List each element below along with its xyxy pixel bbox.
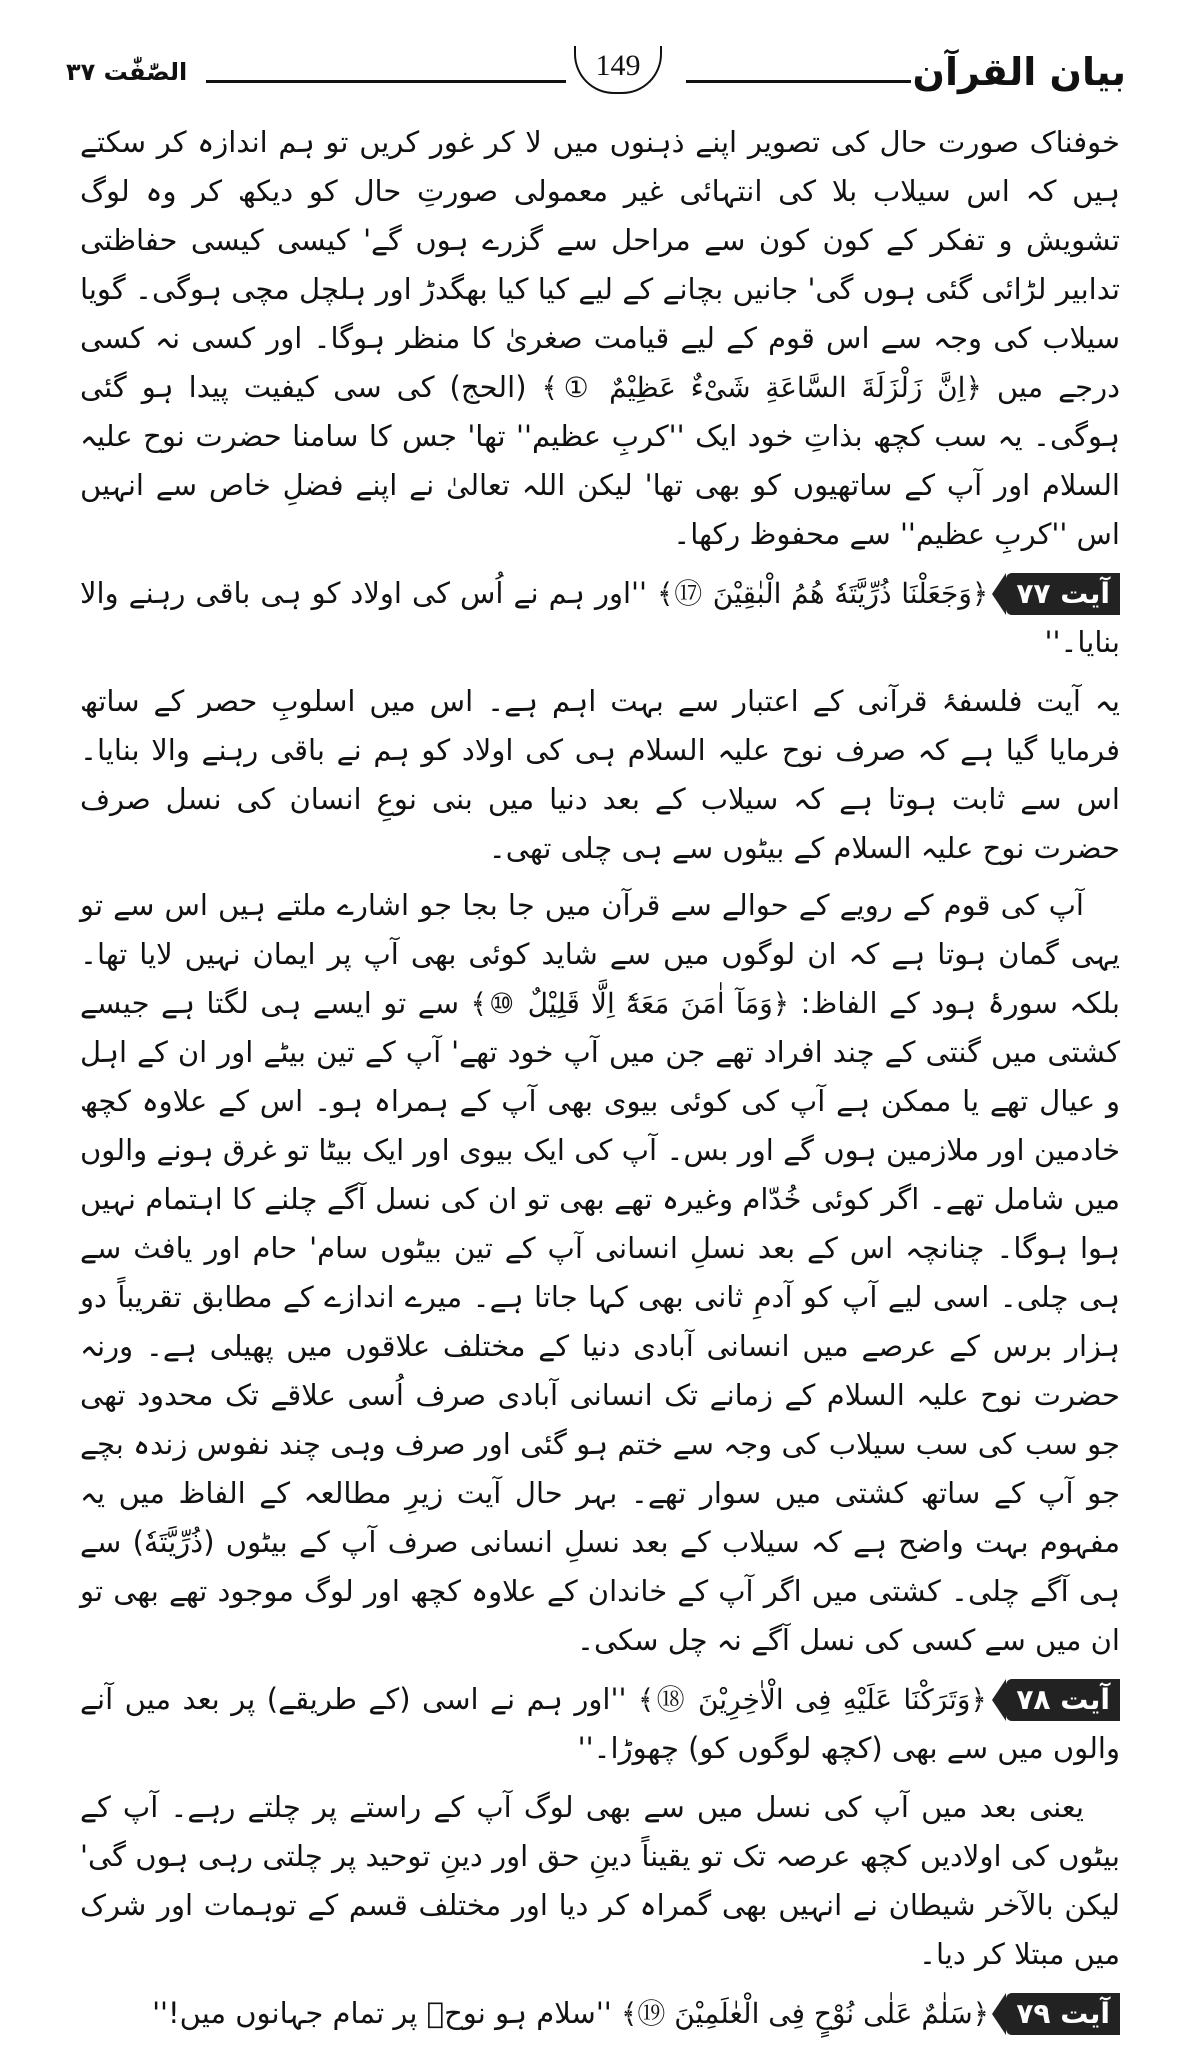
verse-number-tag: آیت ۷۸ — [1006, 1679, 1120, 1721]
surah-label: الصّٰفّٰت ۳۷ — [66, 58, 188, 86]
page-number: 149 — [574, 46, 662, 94]
text-body — [80, 118, 1120, 2048]
paragraph-text: آپ کی قوم کے رویے کے حوالے سے قرآن میں جا بجا جو اشارے ملتے ہیں اس سے تو یہی گمان ہوتا ہے کہ ان لوگوں میں سے شاید کوئی بھی آپ پر ایمان نہیں لایا تھا۔ بلکہ سورۂ ہود کے الفاظ: — [80, 888, 1120, 1020]
paragraph-2 — [80, 677, 1120, 873]
verse-77 — [80, 569, 1120, 667]
verse-arabic: ﴿وَتَرَكْنَا عَلَیْهِ فِی الْاٰخِرِیْنَ ⑱﴾ — [637, 1683, 987, 1716]
quranic-quote: ﴿اِنَّ زَلْزَلَةَ السَّاعَةِ شَیْءٌ عَظِیْمٌ ①﴾ — [541, 371, 982, 404]
paragraph-text: خوفناک صورت حال کی تصویر اپنے ذہنوں میں لا کر غور کریں تو ہم اندازہ کر سکتے ہیں کہ اس سیلاب بلا کی انتہائی غیر معمولی صورتِ حال کو دیکھ کر وہ لوگ تشویش و تفکر کے کون کون سے مراحل سے گزرے ہوں گے' کیسی کیسی حفاظتی تدابیر لڑائی گئی ہوں گی' جانیں بچانے کے لیے کیا کیا بھگدڑ اور ہلچل مچی ہوگی۔ گویا سیلاب کی وجہ سے اس قوم کے لیے قیامت صغریٰ کا منظر ہوگا۔ اور کسی نہ کسی درجے میں — [80, 125, 1121, 404]
verse-arabic: ﴿وَجَعَلْنَا ذُرِّیَّتَهٗ هُمُ الْبٰقِیْنَ ⑰﴾ — [657, 577, 989, 610]
verse-translation: ''اور ہم نے اسی (کے طریقے) پر بعد میں آنے والوں میں سے بھی (کچھ لوگوں کو) چھوڑا۔'' — [80, 1682, 1120, 1765]
verse-number-tag: آیت ۷۹ — [1006, 1993, 1120, 2035]
book-title: بیان القرآن — [912, 50, 1126, 94]
verse-78 — [80, 1675, 1120, 1773]
verse-number-tag: آیت ۷۷ — [1006, 573, 1120, 615]
header-rule-right — [686, 80, 911, 83]
paragraph-4 — [80, 1783, 1120, 1979]
verse-arabic: ﴿سَلٰمٌ عَلٰی نُوْحٍ فِی الْعٰلَمِیْنَ ⑲﴾ — [621, 1997, 990, 2030]
paragraph-text: یعنی بعد میں آپ کی نسل میں سے بھی لوگ آپ کے راستے پر چلتے رہے۔ آپ کے بیٹوں کی اولادیں کچھ عرصہ تک تو یقیناً دینِ حق اور دینِ توحید پر چلتی رہی ہوں گی' لیکن بالآخر شیطان نے انہیں بھی گمراہ کر دیا اور مختلف قسم کے توہمات اور شرک میں مبتلا کر دیا۔ — [80, 1790, 1120, 1971]
paragraph-text: یہ آیت فلسفۂ قرآنی کے اعتبار سے بہت اہم ہے۔ اس میں اسلوبِ حصر کے ساتھ فرمایا گیا ہے کہ صرف نوح علیہ السلام ہی کی اولاد کو ہم نے باقی رہنے والا بنایا۔ اس سے ثابت ہوتا ہے کہ سیلاب کے بعد دنیا میں بنی نوعِ انسان کی نسل صرف حضرت نوح علیہ السلام کے بیٹوں سے ہی چلی تھی۔ — [80, 684, 1120, 865]
page-header — [66, 42, 1126, 112]
paragraph-text: (الحج) کی سی کیفیت پیدا ہو گئی ہوگی۔ یہ سب کچھ بذاتِ خود ایک ''کربِ عظیم'' تھا' جس کا سامنا حضرت نوح علیہ السلام اور آپ کے ساتھیوں کو بھی تھا' لیکن اللہ تعالیٰ نے اپنے فضلِ خاص سے انہیں اس ''کربِ عظیم'' سے محفوظ رکھا۔ — [80, 370, 1120, 551]
header-rule-left — [206, 80, 566, 83]
quranic-quote: ﴿وَمَآ اٰمَنَ مَعَهٗٓ اِلَّا قَلِیْلٌ ⑩﴾ — [470, 987, 790, 1020]
paragraph-1 — [80, 118, 1120, 559]
verse-translation: ''اور ہم نے اُس کی اولاد کو ہی باقی رہنے والا بنایا۔'' — [80, 576, 1120, 659]
verse-translation: ''سلام ہو نوحؑ پر تمام جہانوں میں!'' — [152, 1996, 612, 2030]
verse-79 — [80, 1989, 1120, 2038]
paragraph-text: سے تو ایسے ہی لگتا ہے جیسے کشتی میں گنتی کے چند افراد تھے جن میں آپ خود تھے' آپ کے تین بیٹے اور ان کے اہل و عیال تھے یا ممکن ہے آپ کی کوئی بیوی بھی آپ کے ہمراہ ہو۔ اس کے علاوہ کچھ خادمین اور ملازمین ہوں گے اور بس۔ آپ کی ایک بیوی اور ایک بیٹا تو غرق ہونے والوں میں شامل تھے۔ اگر کوئی خُدّام وغیرہ تھے بھی تو ان کی نسل آگے چلنے کا اہتمام نہیں ہوا ہوگا۔ چنانچہ اس کے بعد نسلِ انسانی آپ کے تین بیٹوں سام' حام اور یافث سے ہی چلی۔ اسی لیے آپ کو آدمِ ثانی بھی کہا جاتا ہے۔ میرے اندازے کے مطابق تقریباً دو ہزار برس کے عرصے میں انسانی آبادی دنیا کے مختلف علاقوں میں پھیلی ہے۔ ورنہ حضرت نوح علیہ السلام کے زمانے تک انسانی آبادی صرف اُسی علاقے تک محدود تھی جو سب کی سب سیلاب کی وجہ سے ختم ہو گئی اور صرف وہی چند نفوس زندہ بچے جو آپ کے ساتھ کشتی میں سوار تھے۔ بہر حال آیت زیرِ مطالعہ کے الفاظ میں یہ مفہوم بہت واضح ہے کہ سیلاب کے بعد نسلِ انسانی صرف آپ کے بیٹوں (ذُرِّیَّتَهٗ) سے ہی آگے چلی۔ کشتی میں اگر آپ کے خاندان کے علاوہ کچھ اور لوگ موجود تھے بھی تو ان میں سے کسی کی نسل آگے نہ چل سکی۔ — [80, 986, 1120, 1657]
paragraph-3 — [80, 881, 1120, 1665]
